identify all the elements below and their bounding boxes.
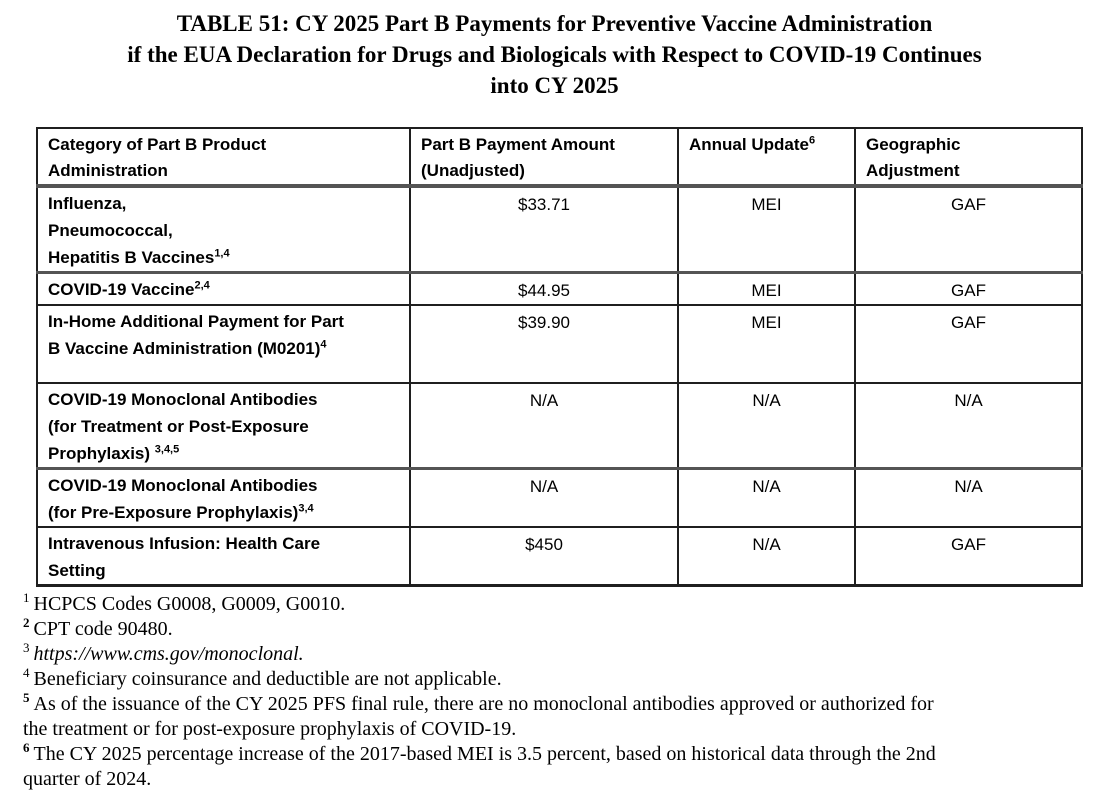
payments-table [36, 127, 1083, 587]
category-cell [37, 186, 410, 273]
footnote-marker: 3 [23, 640, 30, 656]
category-line: Influenza, [48, 194, 127, 213]
footnote-text: HCPCS Codes G0008, G0009, G0010. [33, 593, 346, 615]
category-cell [37, 383, 410, 469]
category-cell [37, 527, 410, 586]
footnote-5 [23, 692, 1099, 742]
annual-update-cell: MEI [678, 305, 855, 383]
table-row-in-home-additional-payment [37, 305, 1082, 383]
title-line: if the EUA Declaration for Drugs and Biologicals with Respect to COVID-19 Continues [127, 42, 982, 67]
category-line: (for Pre-Exposure Prophylaxis)$^{3,4}$ [48, 502, 314, 522]
category-cell [37, 273, 410, 306]
annual-update-cell: N/A [678, 469, 855, 528]
category-line: Hepatitis B Vaccines$^{1,4}$ [48, 247, 230, 267]
table-row-monoclonal-treatment-post-exposure [37, 383, 1082, 469]
footnote-text: The CY 2025 percentage increase of the 2017-based MEI is 3.5 percent, based on historical data through the 2nd [33, 743, 936, 765]
footnote-text: quarter of 2024. [23, 768, 152, 790]
header-text: Annual Update$^6$ [689, 134, 816, 154]
footnote-ref: 1,4 [214, 247, 230, 260]
footnote-4 [23, 667, 1099, 692]
header-text: Category of Part B Product [48, 135, 267, 154]
footnote-marker: 2 [23, 615, 30, 631]
annual-update-cell: MEI [678, 186, 855, 273]
table-row-monoclonal-pre-exposure [37, 469, 1082, 528]
footnote-2 [23, 617, 1099, 642]
footnote-6 [23, 742, 1099, 792]
footnote-marker: 1 [23, 590, 30, 606]
payment-amount-cell: N/A [410, 469, 678, 528]
geographic-adjustment-cell: GAF [855, 273, 1082, 306]
footnote-text: CPT code 90480. [33, 618, 173, 640]
payment-amount-cell: $450 [410, 527, 678, 586]
annual-update-cell: N/A [678, 527, 855, 586]
column-header-category [37, 128, 410, 186]
table-row-covid19-vaccine [37, 273, 1082, 306]
footnote-text: Beneficiary coinsurance and deductible are not applicable. [33, 668, 502, 690]
header-text: Geographic [866, 135, 961, 154]
category-line: (for Treatment or Post-Exposure [48, 417, 309, 436]
footnote-ref: 3,4 [298, 502, 314, 515]
footnote-ref: 3,4,5 [154, 443, 180, 456]
category-line: In-Home Additional Payment for Part [48, 312, 344, 331]
category-line: COVID-19 Monoclonal Antibodies [48, 476, 318, 495]
category-line: COVID-19 Vaccine$^{2,4}$ [48, 279, 210, 299]
table-row-intravenous-infusion [37, 527, 1082, 586]
header-text: Adjustment [866, 161, 960, 180]
footnote-marker: 4 [23, 665, 30, 681]
category-line: Prophylaxis) $^{3,4,5}$ [48, 443, 180, 463]
category-line: Setting [48, 561, 106, 580]
header-text: Administration [48, 161, 168, 180]
payment-amount-cell: $33.71 [410, 186, 678, 273]
column-header-geographic-adjustment [855, 128, 1082, 186]
header-text: (Unadjusted) [421, 161, 525, 180]
title-line: into CY 2025 [490, 73, 619, 98]
geographic-adjustment-cell: GAF [855, 186, 1082, 273]
payment-amount-cell: $39.90 [410, 305, 678, 383]
footnote-ref: 4 [320, 338, 327, 351]
geographic-adjustment-cell: N/A [855, 469, 1082, 528]
footnote-3 [23, 642, 1099, 667]
table-title [0, 8, 1109, 101]
footnote-marker: 5 [23, 690, 30, 706]
payment-amount-cell: N/A [410, 383, 678, 469]
category-line: COVID-19 Monoclonal Antibodies [48, 390, 318, 409]
category-cell [37, 469, 410, 528]
footnote-ref: 6 [808, 134, 816, 147]
category-line: Pneumococcal, [48, 221, 173, 240]
header-text: Part B Payment Amount [421, 135, 615, 154]
column-header-annual-update [678, 128, 855, 186]
annual-update-cell: MEI [678, 273, 855, 306]
geographic-adjustment-cell: GAF [855, 527, 1082, 586]
payment-amount-cell: $44.95 [410, 273, 678, 306]
table-header-row [37, 128, 1082, 186]
category-line: Intravenous Infusion: Health Care [48, 534, 321, 553]
annual-update-cell: N/A [678, 383, 855, 469]
footnote-url-text: https://www.cms.gov/monoclonal. [33, 643, 304, 665]
geographic-adjustment-cell: GAF [855, 305, 1082, 383]
geographic-adjustment-cell: N/A [855, 383, 1082, 469]
category-line: B Vaccine Administration $(M0201)^4$ [48, 338, 327, 358]
table-row-influenza-pneumococcal-hepatitis-b [37, 186, 1082, 273]
footnote-ref: 2,4 [194, 279, 210, 292]
category-cell [37, 305, 410, 383]
document-page [0, 8, 1109, 792]
column-header-payment-amount [410, 128, 678, 186]
footnote-marker: 6 [23, 740, 30, 756]
footnote-1 [23, 592, 1099, 617]
title-line: TABLE 51: CY 2025 Part B Payments for Preventive Vaccine Administration [176, 11, 933, 36]
footnote-text: the treatment or for post-exposure prophylaxis of COVID-19. [23, 718, 517, 740]
footnotes-section [23, 592, 1099, 792]
footnote-text: As of the issuance of the CY 2025 PFS final rule, there are no monoclonal antibodies approved or authorized for [33, 693, 934, 715]
